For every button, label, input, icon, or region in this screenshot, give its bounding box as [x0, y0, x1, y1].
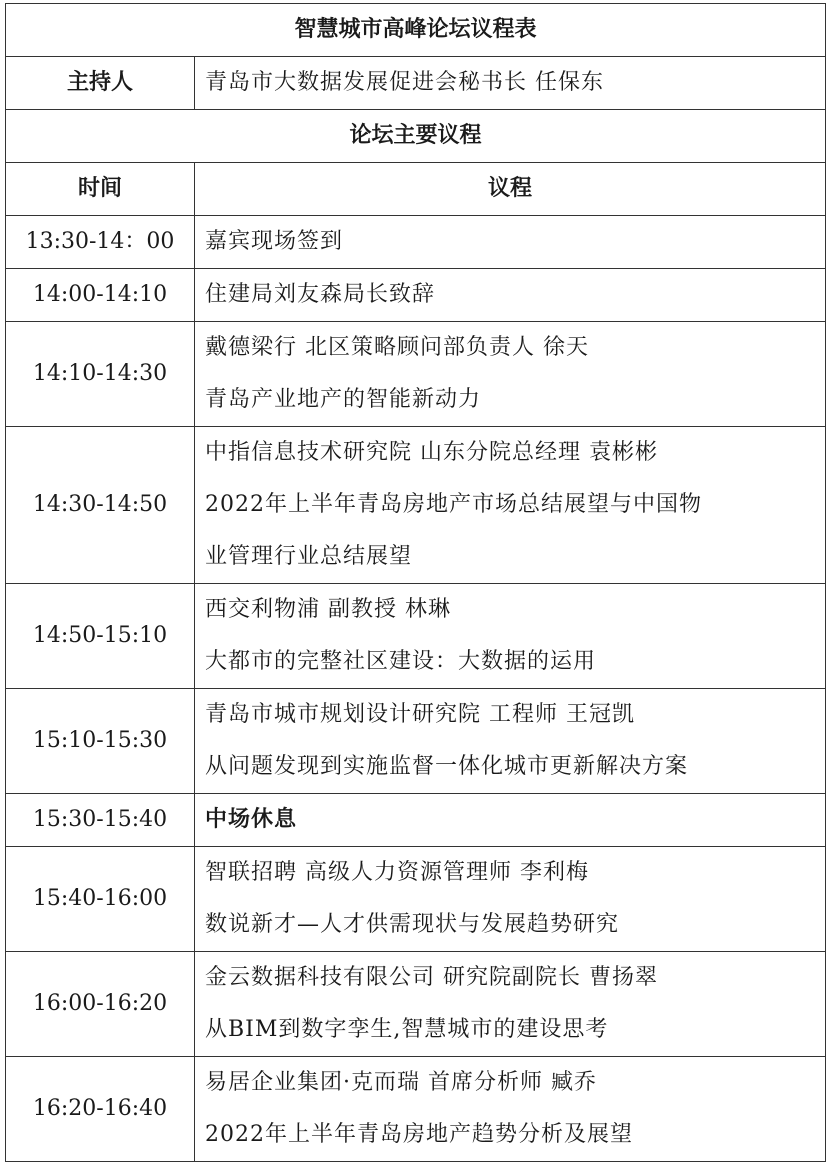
agenda-item-line: 智联招聘 高级人力资源管理师 李利梅 [205, 860, 589, 885]
agenda-time: 14:00-14:10 [6, 269, 195, 322]
host-value: 青岛市大数据发展促进会秘书长 任保东 [195, 57, 826, 110]
agenda-item [195, 1057, 826, 1162]
agenda-row [6, 689, 826, 794]
agenda-time: 14:30-14:50 [6, 427, 195, 584]
agenda-row [6, 1057, 826, 1162]
agenda-time: 16:20-16:40 [6, 1057, 195, 1162]
agenda-time: 14:50-15:10 [6, 584, 195, 689]
agenda-time: 15:40-16:00 [6, 847, 195, 952]
agenda-item-line: 大都市的完整社区建设：大数据的运用 [205, 649, 597, 674]
column-header-agenda: 议程 [195, 163, 826, 216]
agenda-item [195, 216, 826, 269]
agenda-item [195, 794, 826, 847]
agenda-item-line: 青岛产业地产的智能新动力 [205, 387, 482, 412]
agenda-row [6, 269, 826, 322]
agenda-row [6, 794, 826, 847]
agenda-item-line: 西交利物浦 副教授 林琳 [205, 597, 451, 622]
agenda-item [195, 584, 826, 689]
column-header-time: 时间 [6, 163, 195, 216]
agenda-item [195, 689, 826, 794]
agenda-time: 16:00-16:20 [6, 952, 195, 1057]
agenda-row [6, 216, 826, 269]
agenda-item-line: 2022年上半年青岛房地产市场总结展望与中国物 [205, 492, 702, 517]
agenda-item [195, 847, 826, 952]
agenda-time: 15:30-15:40 [6, 794, 195, 847]
table-title: 智慧城市高峰论坛议程表 [6, 4, 826, 57]
agenda-item-line: 从BIM到数字孪生,智慧城市的建设思考 [205, 1017, 609, 1042]
header-row [6, 163, 826, 216]
agenda-item-line: 金云数据科技有限公司 研究院副院长 曹扬翠 [205, 965, 658, 990]
agenda-row [6, 584, 826, 689]
host-label: 主持人 [6, 57, 195, 110]
agenda-row [6, 427, 826, 584]
agenda-item-line: 2022年上半年青岛房地产趋势分析及展望 [205, 1122, 633, 1147]
agenda-item-line: 戴德梁行 北区策略顾问部负责人 徐天 [205, 335, 589, 360]
agenda-item-line: 易居企业集团·克而瑞 首席分析师 臧乔 [205, 1070, 597, 1095]
agenda-table [5, 3, 826, 1162]
agenda-time: 15:10-15:30 [6, 689, 195, 794]
agenda-item-line: 数说新才—人才供需现状与发展趋势研究 [205, 912, 620, 937]
title-row [6, 4, 826, 57]
agenda-time: 14:10-14:30 [6, 322, 195, 427]
agenda-item-line: 中指信息技术研究院 山东分院总经理 袁彬彬 [205, 440, 658, 465]
agenda-row [6, 322, 826, 427]
agenda-item-line: 青岛市城市规划设计研究院 工程师 王冠凯 [205, 702, 635, 727]
host-row [6, 57, 826, 110]
agenda-row [6, 847, 826, 952]
agenda-item-line: 中场休息 [205, 807, 298, 832]
agenda-item [195, 952, 826, 1057]
agenda-row [6, 952, 826, 1057]
agenda-item [195, 427, 826, 584]
section-row [6, 110, 826, 163]
agenda-item-line: 嘉宾现场签到 [205, 229, 344, 254]
agenda-item [195, 322, 826, 427]
agenda-item-line: 业管理行业总结展望 [205, 544, 413, 569]
agenda-item-line: 住建局刘友森局长致辞 [205, 282, 436, 307]
agenda-time: 13:30-14：00 [6, 216, 195, 269]
agenda-body [6, 4, 826, 1162]
agenda-item-line: 从问题发现到实施监督一体化城市更新解决方案 [205, 754, 689, 779]
section-title: 论坛主要议程 [6, 110, 826, 163]
agenda-item [195, 269, 826, 322]
